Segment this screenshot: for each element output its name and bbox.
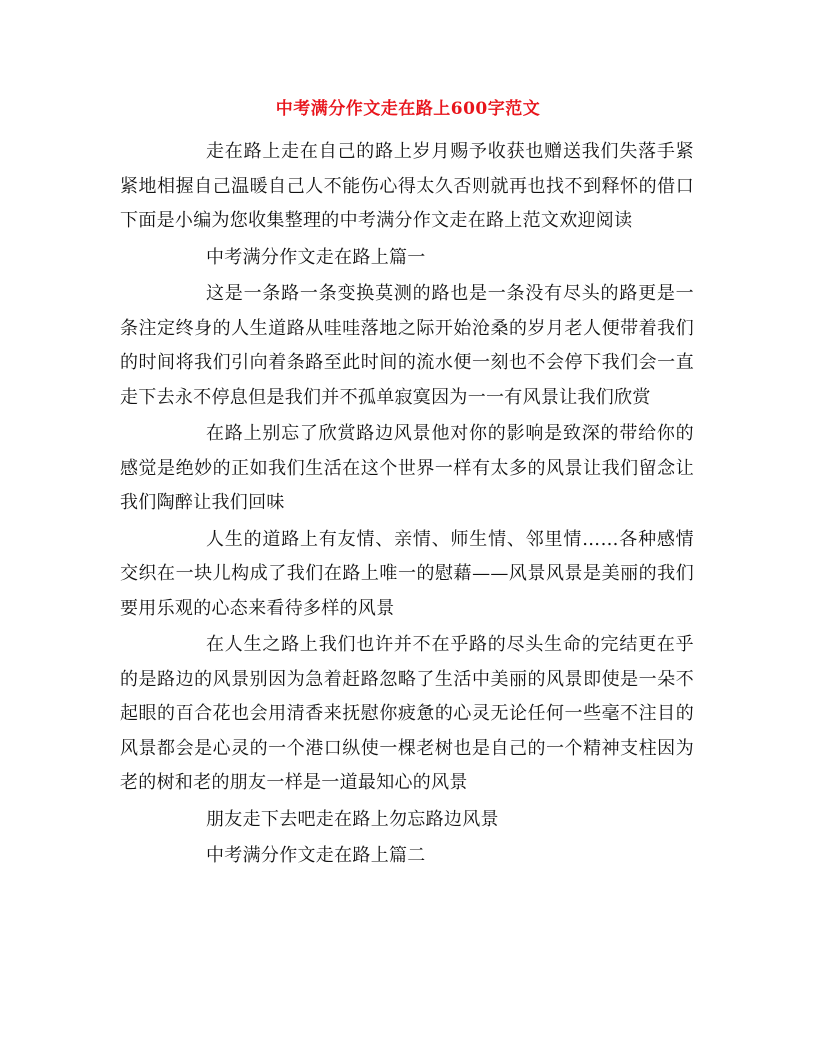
section-heading-2: 中考满分作文走在路上篇二 bbox=[206, 845, 426, 866]
intro-paragraph: 走在路上走在自己的路上岁月赐予收获也赠送我们失落手紧紧地相握自己温暖自己人不能伤心得太久否则就再也找不到释怀的借口下面是小编为您收集整理的中考满分作文走在路上范文欢迎阅读 bbox=[120, 141, 694, 231]
body-paragraph: 在路上别忘了欣赏路边风景他对你的影响是致深的带给你的感觉是绝妙的正如我们生活在这个世界一样有太多的风景让我们留念让我们陶醉让我们回味 bbox=[120, 423, 694, 513]
body-paragraph: 在人生之路上我们也许并不在乎路的尽头生命的完结更在乎的是路边的风景别因为急着赶路忽略了生活中美丽的风景即使是一朵不起眼的百合花也会用清香来抚慰你疲惫的心灵无论任何一些毫不注目的风景都会是心灵的一个港口纵使一棵老树也是自己的一个精神支柱因为老的树和老的朋友一样是一道最知心的风景 bbox=[120, 634, 694, 793]
closing-paragraph: 朋友走下去吧走在路上勿忘路边风景 bbox=[206, 808, 499, 830]
body-paragraph: 这是一条路一条变换莫测的路也是一条没有尽头的路更是一条注定终身的人生道路从哇哇落地之际开始沧桑的岁月老人便带着我们的时间将我们引向着条路至此时间的流水便一刻也不会停下我们会一直走下去永不停息但是我们并不孤单寂寞因为一一有风景让我们欣赏 bbox=[120, 283, 694, 408]
document-body bbox=[120, 135, 694, 876]
document-title: 中考满分作文走在路上600字范文 bbox=[275, 99, 541, 119]
body-paragraph: 人生的道路上有友情、亲情、师生情、邻里情……各种感情交织在一块儿构成了我们在路上唯一的慰藉——风景风景是美丽的我们要用乐观的心态来看待多样的风景 bbox=[120, 528, 694, 619]
section-heading-1: 中考满分作文走在路上篇一 bbox=[206, 246, 426, 268]
